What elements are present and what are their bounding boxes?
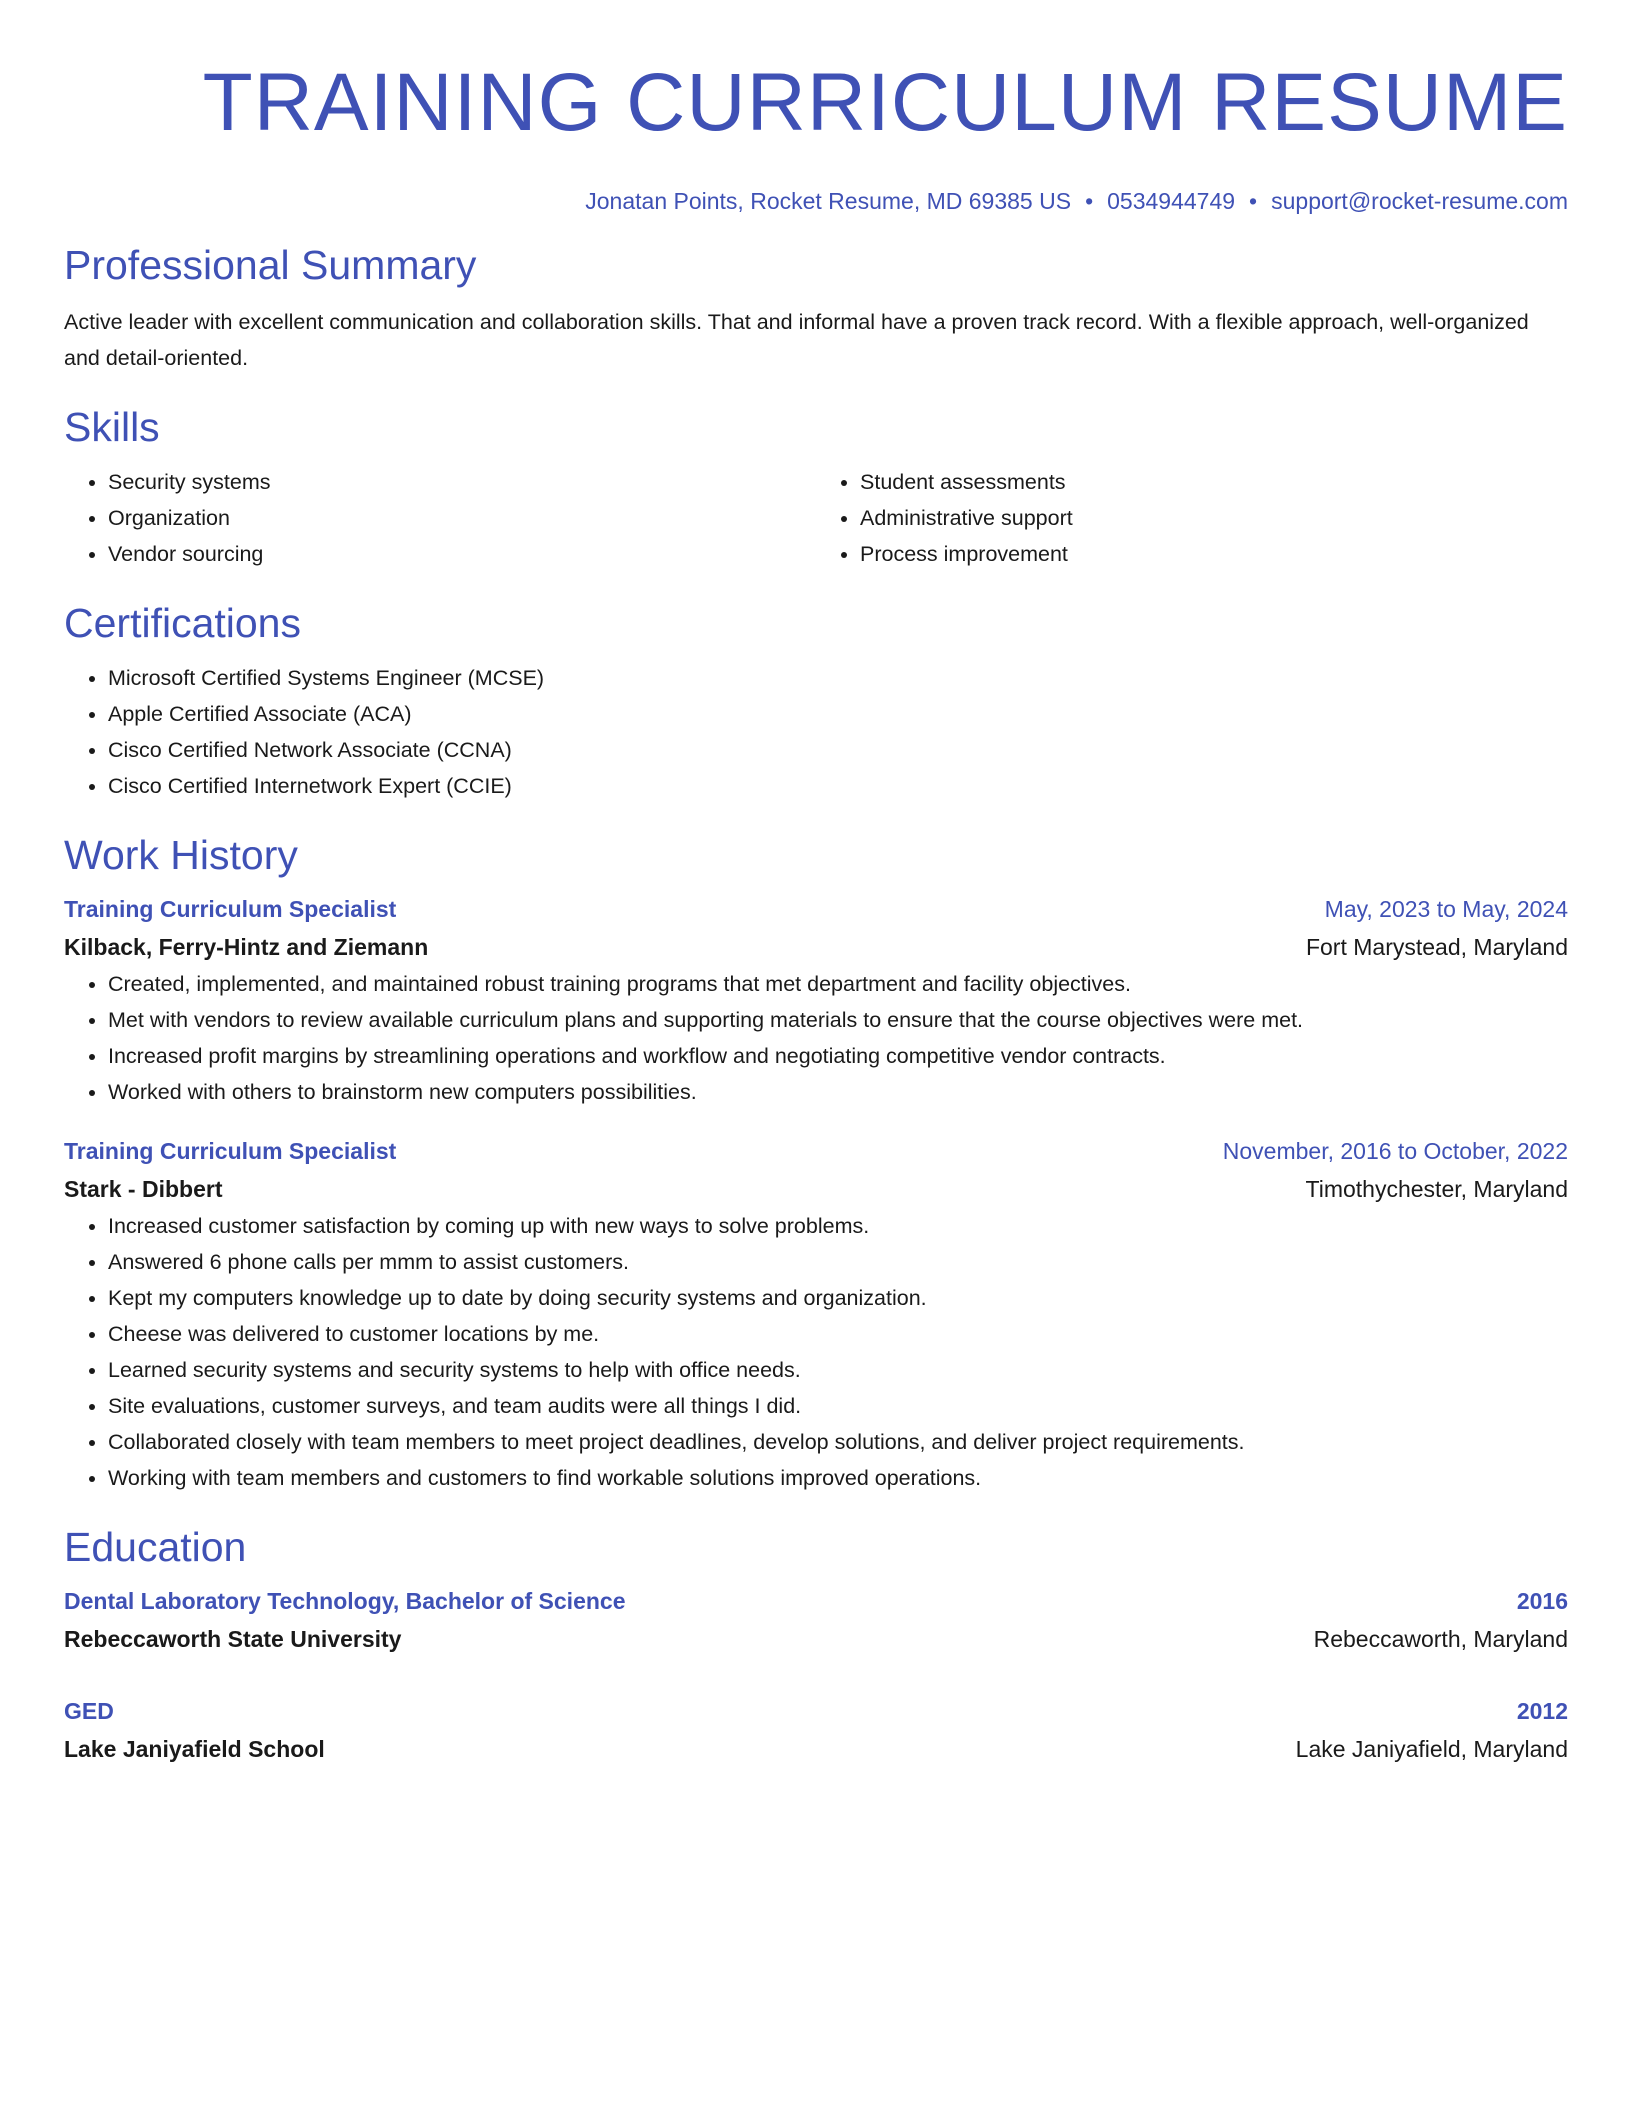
job-dates: May, 2023 to May, 2024 [1324, 896, 1568, 922]
contact-address: Jonatan Points, Rocket Resume, MD 69385 US [585, 188, 1072, 214]
job-location: Timothychester, Maryland [1305, 1176, 1568, 1202]
graduation-year: 2016 [1516, 1588, 1568, 1614]
contact-email[interactable]: support@rocket-resume.com [1271, 188, 1568, 214]
job-dates: November, 2016 to October, 2022 [1222, 1138, 1568, 1164]
skills-heading: Skills [64, 404, 160, 450]
skills-columns [64, 464, 1568, 572]
school-location: Lake Janiyafield, Maryland [1295, 1736, 1568, 1762]
skill-item: • Student assessments [860, 464, 1568, 500]
company-name: Stark - Dibbert [64, 1176, 223, 1202]
contact-line [64, 186, 1568, 216]
job-duty: • Kept my computers knowledge up to date by doing security systems and organization. [108, 1280, 1568, 1316]
degree-name: GED [64, 1698, 114, 1724]
job-duty: • Met with vendors to review available curriculum plans and supporting materials to ensure that the course objectives were met. [108, 1002, 1568, 1038]
job-duty: • Created, implemented, and maintained robust training programs that met department and facility objectives. [108, 966, 1568, 1002]
job-duty: • Increased profit margins by streamlining operations and workflow and negotiating competitive vendor contracts. [108, 1038, 1568, 1074]
skill-item: • Administrative support [860, 500, 1568, 536]
job-entry [64, 1132, 1568, 1496]
certifications-heading: Certifications [64, 600, 301, 646]
summary-section [64, 240, 1568, 376]
graduation-year: 2012 [1516, 1698, 1568, 1724]
work-history-section [64, 830, 1568, 1496]
skills-section [64, 402, 1568, 572]
contact-separator: • [1085, 188, 1094, 214]
school-name: Rebeccaworth State University [64, 1626, 402, 1652]
summary-heading: Professional Summary [64, 242, 477, 288]
certifications-section [64, 598, 1568, 804]
work-history-heading: Work History [64, 832, 298, 878]
certification-item: • Microsoft Certified Systems Engineer (MCSE) [108, 660, 1568, 696]
skills-list-left [64, 464, 816, 572]
job-duty: • Answered 6 phone calls per mmm to assist customers. [108, 1244, 1568, 1280]
degree-name: Dental Laboratory Technology, Bachelor of Science [64, 1588, 626, 1614]
job-location: Fort Marystead, Maryland [1305, 934, 1568, 960]
job-duties-list [64, 1208, 1568, 1496]
job-duty: • Working with team members and customers to find workable solutions improved operations. [108, 1460, 1568, 1496]
certifications-list [64, 660, 1568, 804]
school-name: Lake Janiyafield School [64, 1736, 325, 1762]
education-entry [64, 1692, 1568, 1768]
certification-item: • Apple Certified Associate (ACA) [108, 696, 1568, 732]
skills-list-right [816, 464, 1568, 572]
job-duty: • Cheese was delivered to customer locations by me. [108, 1316, 1568, 1352]
job-duty: • Learned security systems and security systems to help with office needs. [108, 1352, 1568, 1388]
resume-title: TRAINING CURRICULUM RESUME [202, 57, 1568, 148]
job-duty: • Worked with others to brainstorm new computers possibilities. [108, 1074, 1568, 1110]
job-duties-list [64, 966, 1568, 1110]
education-section [64, 1522, 1568, 1768]
job-title: Training Curriculum Specialist [64, 896, 397, 922]
company-name: Kilback, Ferry-Hintz and Ziemann [64, 934, 429, 960]
job-title: Training Curriculum Specialist [64, 1138, 397, 1164]
job-duty: • Collaborated closely with team members to meet project deadlines, develop solutions, and deliver project requirements. [108, 1424, 1568, 1460]
certification-item: • Cisco Certified Internetwork Expert (CCIE) [108, 768, 1568, 804]
skill-item: • Security systems [108, 464, 816, 500]
contact-phone[interactable]: 0534944749 [1107, 188, 1236, 214]
skill-item: • Organization [108, 500, 816, 536]
job-duty: • Site evaluations, customer surveys, and team audits were all things I did. [108, 1388, 1568, 1424]
school-location: Rebeccaworth, Maryland [1313, 1626, 1568, 1652]
skill-item: • Vendor sourcing [108, 536, 816, 572]
job-entry [64, 890, 1568, 1110]
resume-page [64, 0, 1568, 1768]
skill-item: • Process improvement [860, 536, 1568, 572]
job-duty: • Increased customer satisfaction by coming up with new ways to solve problems. [108, 1208, 1568, 1244]
contact-separator: • [1249, 188, 1258, 214]
education-entry [64, 1582, 1568, 1658]
education-heading: Education [64, 1524, 247, 1570]
summary-text: Active leader with excellent communication and collaboration skills. That and informal have a proven track record. With a flexible approach, well-organized and detail-oriented. [64, 310, 1529, 370]
certification-item: • Cisco Certified Network Associate (CCNA) [108, 732, 1568, 768]
